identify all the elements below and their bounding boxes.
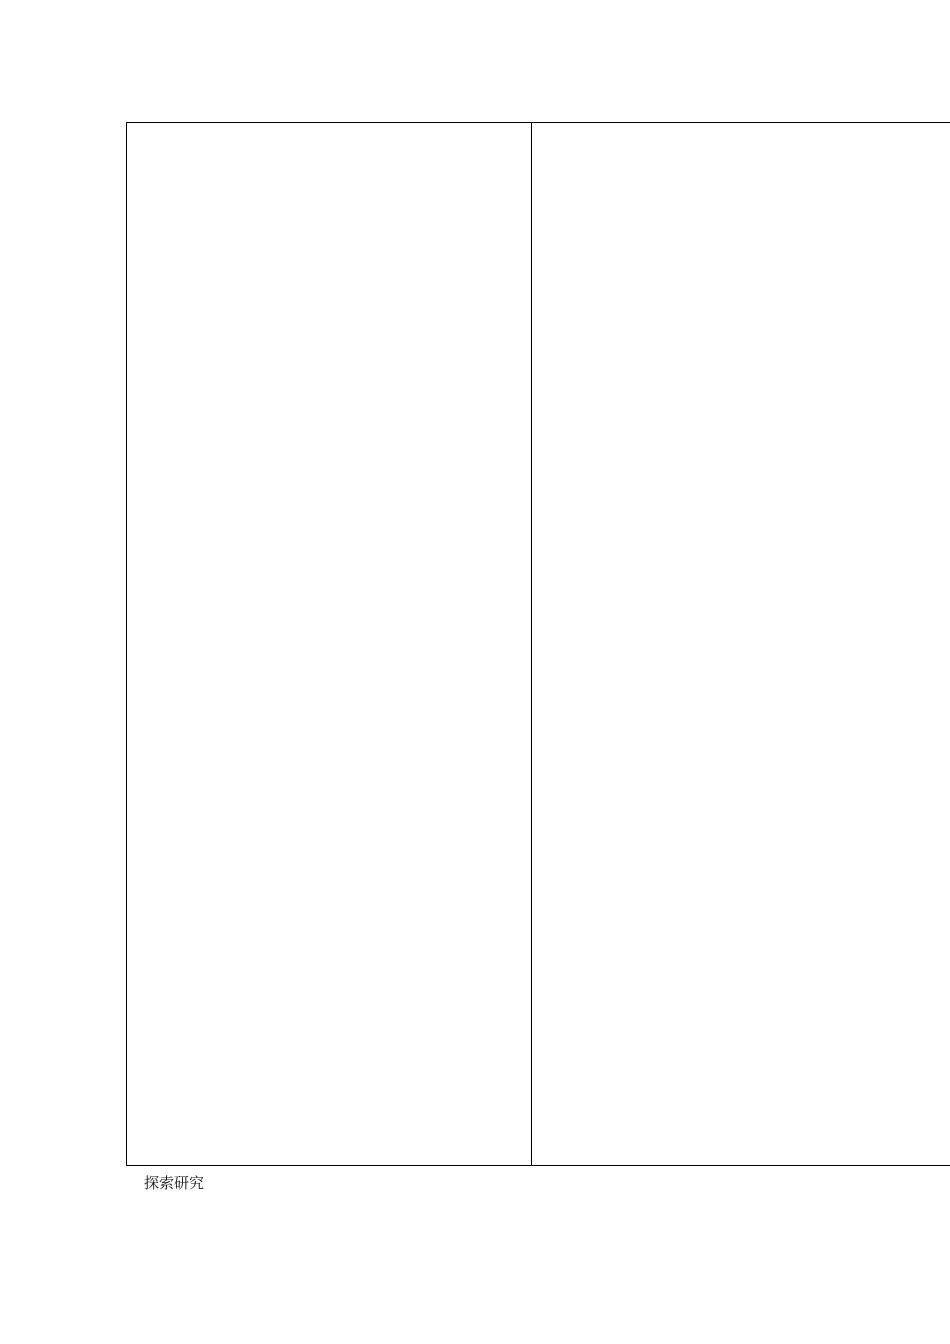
column-divider — [531, 122, 532, 1166]
footer-label: 探索研究 — [144, 1174, 205, 1192]
table-frame — [126, 122, 950, 1166]
